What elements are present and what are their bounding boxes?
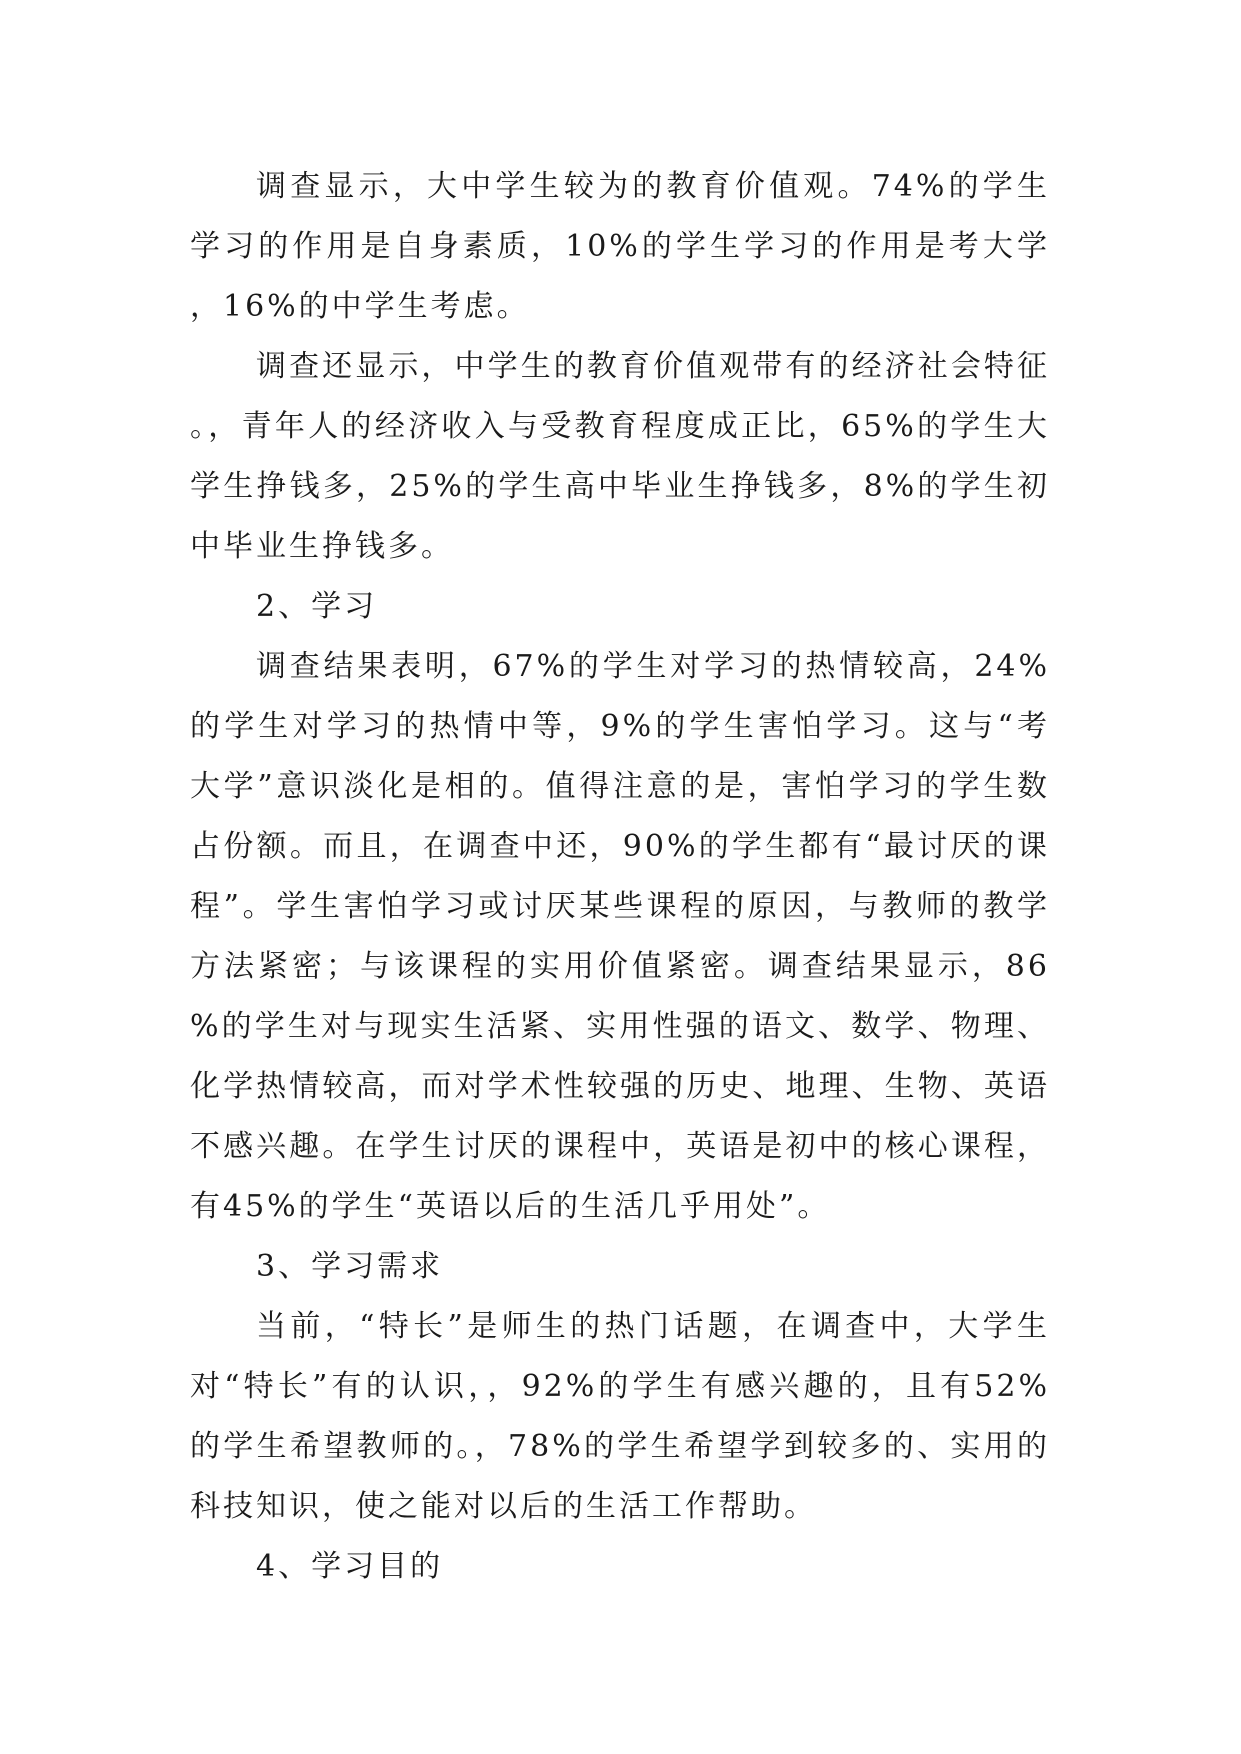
paragraph-education-values: 调查显示，大中学生较为的教育价值观。74%的学生学习的作用是自身素质，10%的学生学习的作用是考大学，16%的中学生考虑。 — [190, 169, 1050, 324]
document-body — [190, 157, 1050, 1597]
paragraph-study-enthusiasm: 调查结果表明，67%的学生对学习的热情较高，24%的学生对学习的热情中等，9%的学生害怕学习。这与“考大学”意识淡化是相的。值得注意的是，害怕学习的学生数占份额。而且，在调查中还，90%的学生都有“最讨厌的课程”。学生害怕学习或讨厌某些课程的原因，与教师的教学方法紧密；与该课程的实用价值紧密。调查结果显示，86%的学生对与现实生活紧、实用性强的语文、数学、物理、化学热情较高，而对学术性较强的历史、地理、生物、英语不感兴趣。在学生讨厌的课程中，英语是初中的核心课程，有45%的学生“英语以后的生活几乎用处”。 — [190, 649, 1050, 1224]
paragraph-economic-features: 调查还显示，中学生的教育价值观带有的经济社会特征。，青年人的经济收入与受教育程度成正比，65%的学生大学生挣钱多，25%的学生高中毕业生挣钱多，8%的学生初中毕业生挣钱多。 — [190, 349, 1050, 564]
section-heading-study: 2、学习 — [256, 589, 378, 624]
section-heading-study-needs: 3、学习需求 — [256, 1249, 444, 1284]
paragraph-specialties: 当前，“特长”是师生的热门话题，在调查中，大学生对“特长”有的认识，，92%的学生有感兴趣的，且有52%的学生希望教师的。，78%的学生希望学到较多的、实用的科技知识，使之能对以后的生活工作帮助。 — [190, 1309, 1050, 1524]
section-heading-study-purpose: 4、学习目的 — [256, 1549, 444, 1584]
